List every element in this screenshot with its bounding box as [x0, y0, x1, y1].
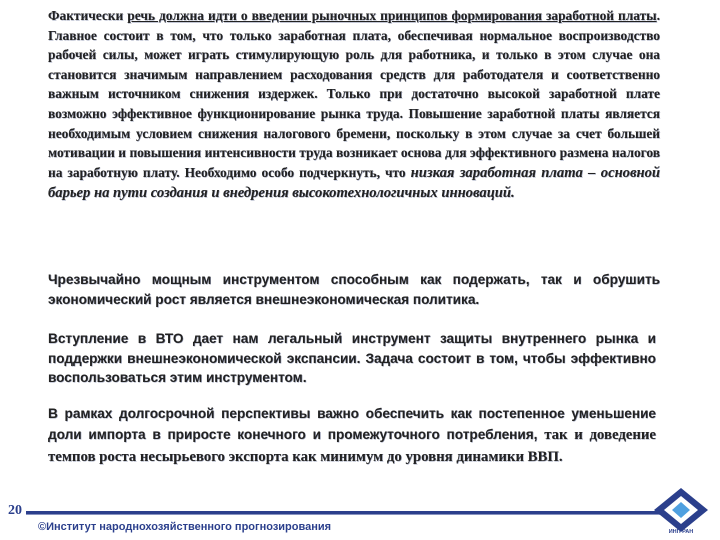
paragraph-foreign-policy: Чрезвычайно мощным инструментом способным как подержать, так и обрушить экономический рост является внешнеэкономическая политика.: [48, 272, 660, 307]
para1-italic: низкая заработная плата – основной барьер на пути создания и внедрения высокотехнологичных инноваций.: [48, 164, 660, 202]
para1-prefix: Фактически: [48, 8, 128, 23]
paragraph-wto: Вступление в ВТО дает нам легальный инструмент защиты внутреннего рынка и поддержки внешнеэкономической экспансии. Задача состоит в том, чтобы эффективно воспользоваться этим инструментом.: [48, 331, 656, 385]
footer-divider: [26, 511, 660, 514]
footer-copyright: ©Институт народнохозяйственного прогнозирования: [38, 521, 332, 533]
para1-underlined: речь должна идти о введении рыночных принципов формирования заработной платы: [127, 8, 657, 23]
para4-part1: В рамках долгосрочной перспективы важно обеспечить как постепенное уменьшение доли импорта в приросте конечного и промежуточного потребления,: [48, 406, 656, 442]
institute-logo-icon: [652, 486, 710, 534]
paragraph-imports-exports: [48, 404, 656, 468]
para4-part2: так и доведение темпов роста несырьевого экспорта как минимум до уровня динамики ВВП.: [48, 426, 656, 465]
paragraph-wages: [48, 6, 660, 204]
logo-caption: ИНП РАН: [668, 529, 694, 534]
para1-body: . Главное состоит в том, что только заработная плата, обеспечивая нормальное воспроизводство рабочей силы, может играть стимулирующую роль для работника, и только в этом случае она становится значимым направлением расходования средств для работодателя и соответственно важным источником снижения издержек. Только при достаточно высокой заработной плате возможно эффективное функционирование рынка труда. Повышение заработной платы является необходимым условием снижения налогового бремени, поскольку в этом случае за счет большей мотивации и повышения интенсивности труда возникает основа для эффективного размена налогов на заработную плату. Необходимо особо подчеркнуть, что: [48, 8, 660, 180]
page-number: 20: [8, 503, 22, 518]
